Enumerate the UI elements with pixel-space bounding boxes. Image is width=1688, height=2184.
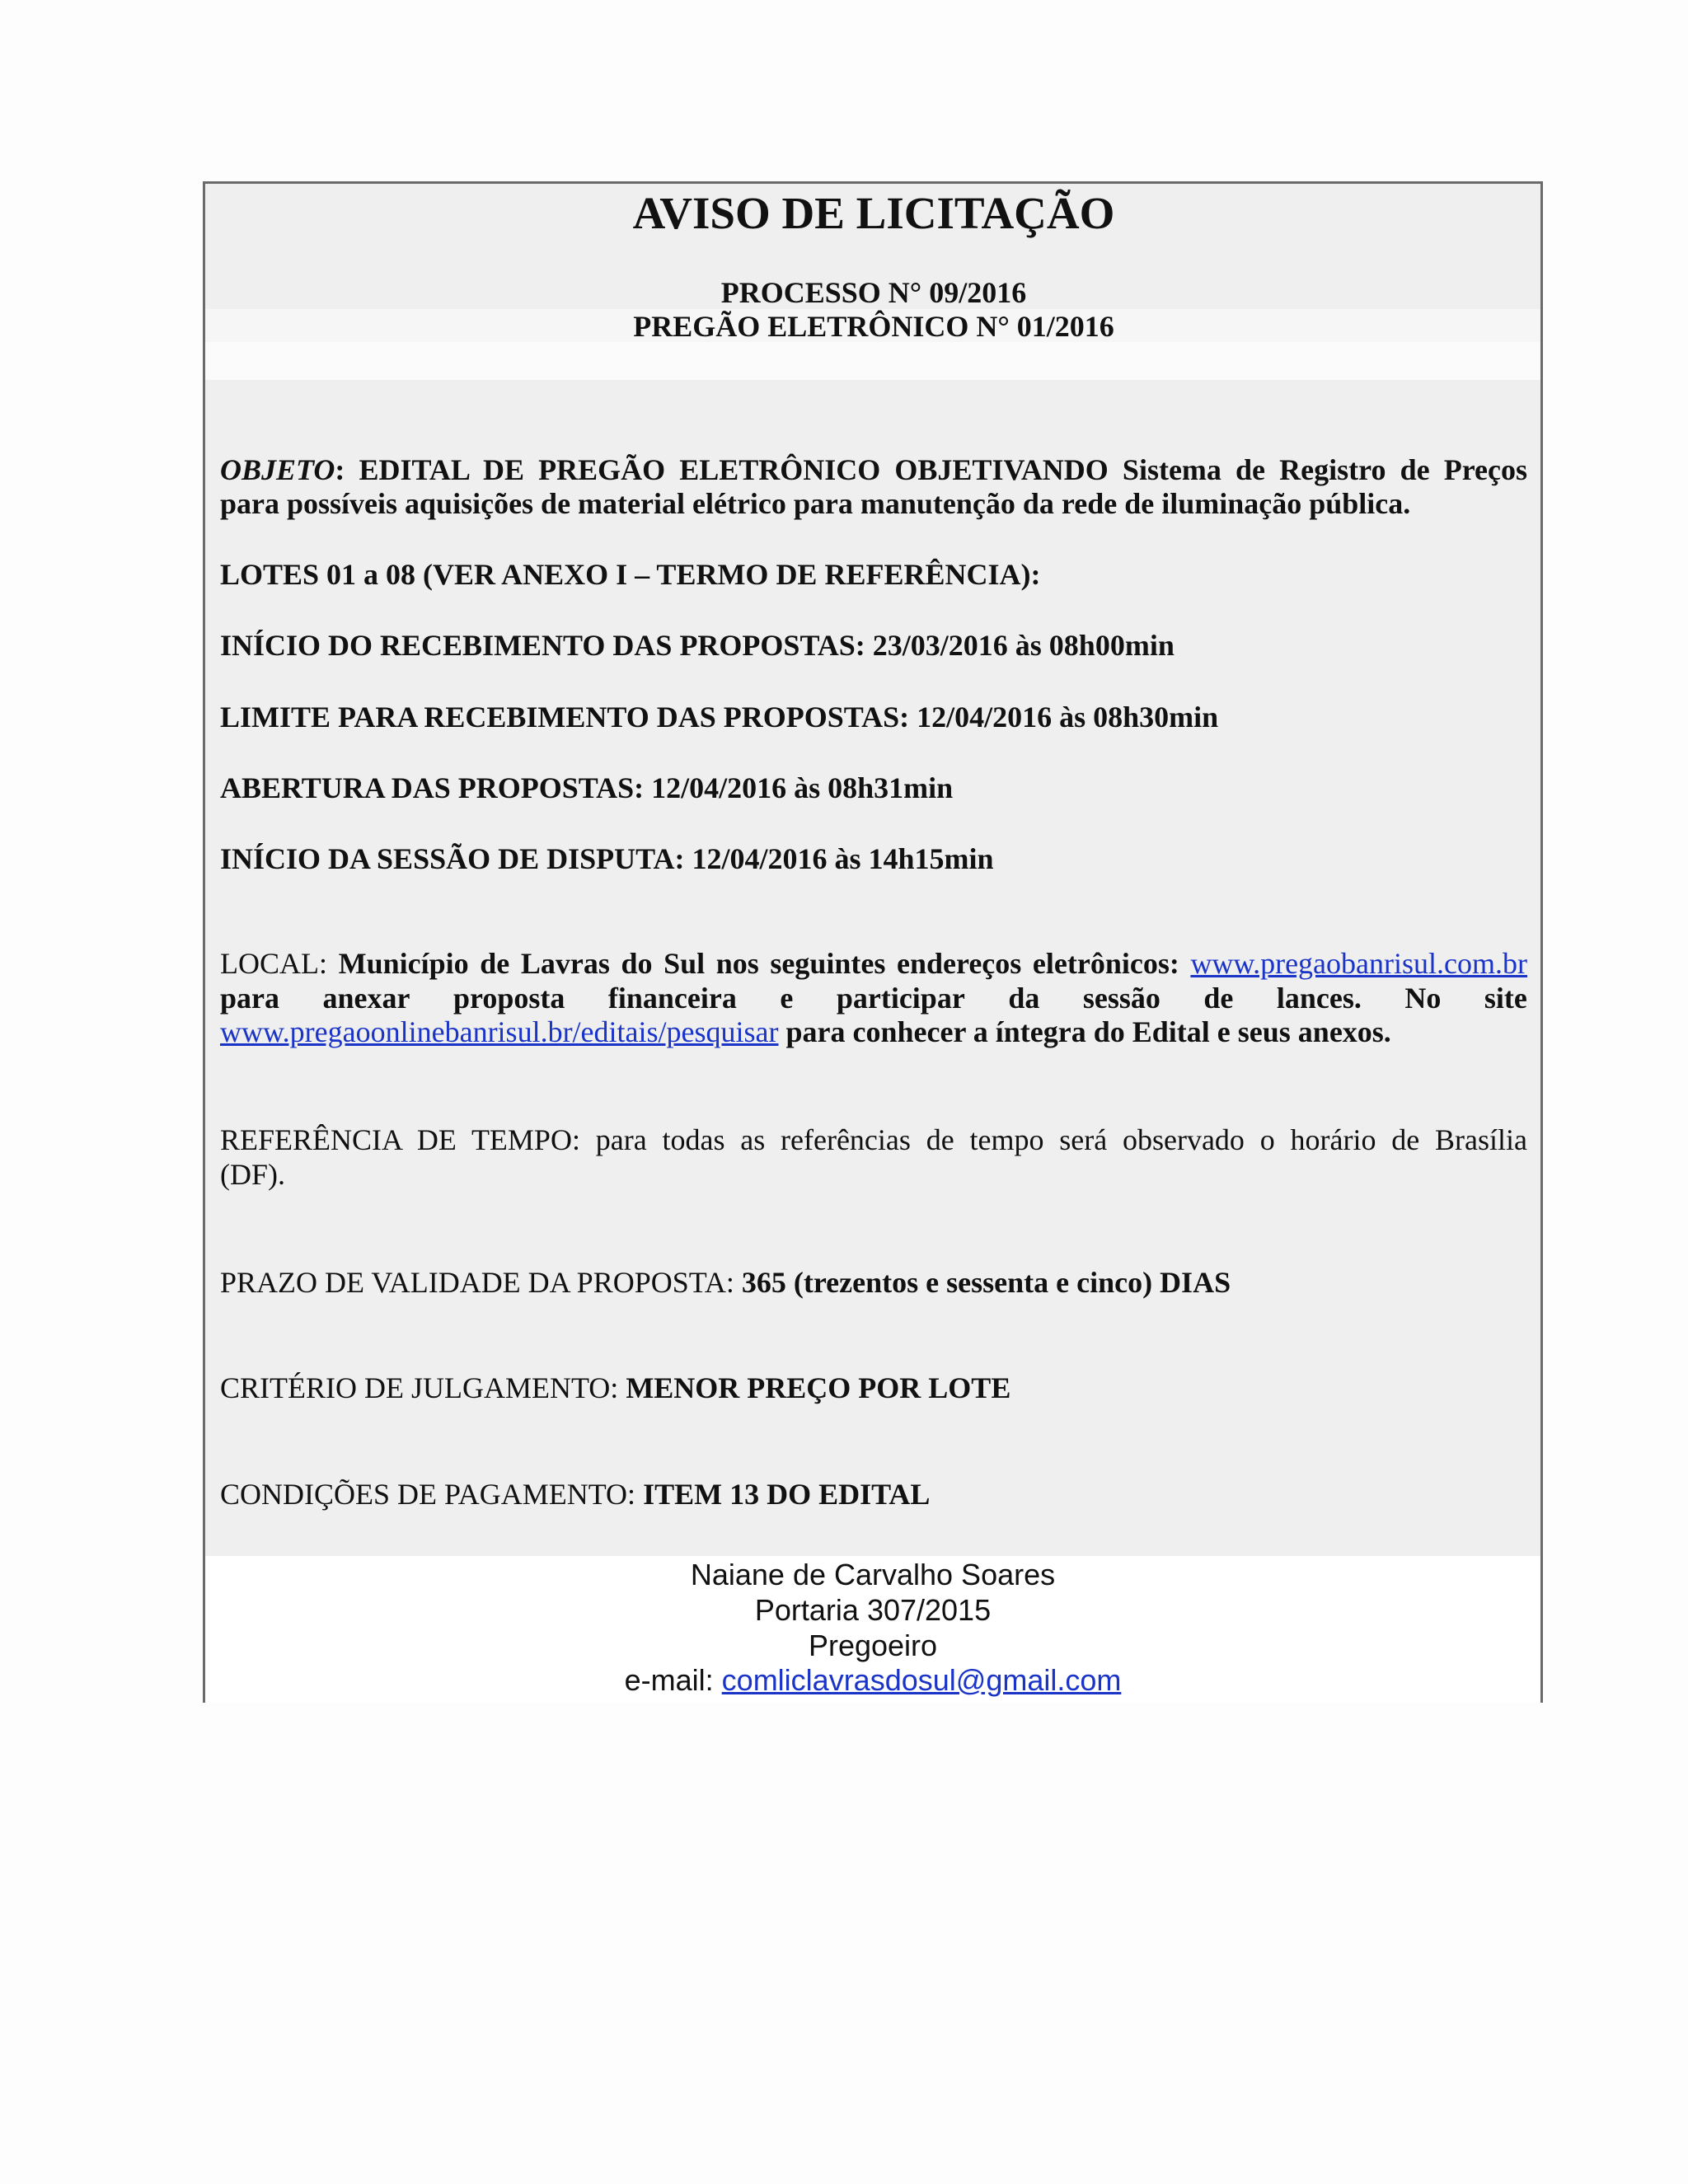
local-label: LOCAL: <box>220 947 339 980</box>
local-word: para <box>220 982 279 1015</box>
criterio-line <box>220 1370 1527 1406</box>
local-text-line-1: Município de Lavras do Sul nos seguintes endereços eletrônicos: <box>338 947 1191 980</box>
pregao-number: PREGÃO ELETRÔNICO N° 01/2016 <box>633 310 1114 343</box>
criterio-label: CRITÉRIO DE JULGAMENTO: <box>220 1371 626 1404</box>
local-word: site <box>1484 982 1527 1015</box>
referencia-line-1: REFERÊNCIA DE TEMPO: para todas as referências de tempo será observado o horário de Brasília <box>220 1123 1527 1156</box>
inicio-recebimento-line: INÍCIO DO RECEBIMENTO DAS PROPOSTAS: 23/03/2016 às 08h00min <box>220 629 1175 662</box>
local-word: da <box>1008 982 1040 1015</box>
local-word: financeira <box>607 982 737 1015</box>
referencia-line-2: (DF). <box>220 1158 285 1191</box>
condicoes-line <box>220 1476 1527 1512</box>
pregaobanrisul-link[interactable]: www.pregaobanrisul.com.br <box>1190 947 1527 980</box>
objeto-line-2: para possíveis aquisições de material elétrico para manutenção da rede de iluminação pública. <box>220 487 1411 520</box>
lotes-line: LOTES 01 a 08 (VER ANEXO I – TERMO DE REFERÊNCIA): <box>220 558 1041 591</box>
inicio-sessao-line: INÍCIO DA SESSÃO DE DISPUTA: 12/04/2016 às 14h15min <box>220 842 994 875</box>
local-word: proposta <box>452 982 565 1015</box>
objeto-text-line-1: EDITAL DE PREGÃO ELETRÔNICO OBJETIVANDO Sistema de Registro de Preços <box>345 453 1527 486</box>
local-line-2 <box>220 980 1527 1016</box>
abertura-propostas-line: ABERTURA DAS PROPOSTAS: 12/04/2016 às 08h31min <box>220 771 954 804</box>
prazo-label: PRAZO DE VALIDADE DA PROPOSTA: <box>220 1266 742 1299</box>
objeto-label: OBJETO <box>220 453 335 486</box>
notice-box <box>203 181 1543 1703</box>
condicoes-label: CONDIÇÕES DE PAGAMENTO: <box>220 1478 644 1511</box>
pregaoonline-editais-link[interactable]: www.pregaoonlinebanrisul.br/editais/pesquisar <box>220 1015 779 1048</box>
objeto-line-1 <box>220 452 1527 488</box>
local-word: No <box>1404 982 1442 1015</box>
local-word: de <box>1203 982 1234 1015</box>
signature-block <box>205 1556 1540 1703</box>
local-word: lances. <box>1276 982 1362 1015</box>
prazo-value: 365 (trezentos e sessenta e cinco) DIAS <box>741 1266 1231 1299</box>
local-word: sessão <box>1082 982 1160 1015</box>
signer-email-line <box>205 1663 1540 1698</box>
local-text-line-3: para conhecer a íntegra do Edital e seus anexos. <box>778 1015 1391 1048</box>
signer-portaria: Portaria 307/2015 <box>754 1593 992 1627</box>
local-word: participar <box>836 982 965 1015</box>
local-line-3 <box>220 1014 1527 1050</box>
processo-number: PROCESSO N° 09/2016 <box>720 276 1027 309</box>
condicoes-value: ITEM 13 DO EDITAL <box>643 1478 931 1511</box>
local-word: anexar <box>322 982 410 1015</box>
email-label: e-mail: <box>624 1663 722 1697</box>
signer-name: Naiane de Carvalho Soares <box>690 1558 1056 1591</box>
local-line-1 <box>220 945 1527 982</box>
criterio-value: MENOR PREÇO POR LOTE <box>626 1371 1011 1404</box>
signer-role: Pregoeiro <box>808 1629 938 1662</box>
header-light-band <box>205 342 1540 380</box>
page-title: AVISO DE LICITAÇÃO <box>632 188 1115 238</box>
local-word: e <box>780 982 794 1015</box>
email-link[interactable]: comliclavrasdosul@gmail.com <box>721 1663 1122 1697</box>
limite-recebimento-line: LIMITE PARA RECEBIMENTO DAS PROPOSTAS: 12/04/2016 às 08h30min <box>220 701 1219 733</box>
prazo-line <box>220 1264 1527 1301</box>
objeto-colon: : <box>335 453 345 486</box>
